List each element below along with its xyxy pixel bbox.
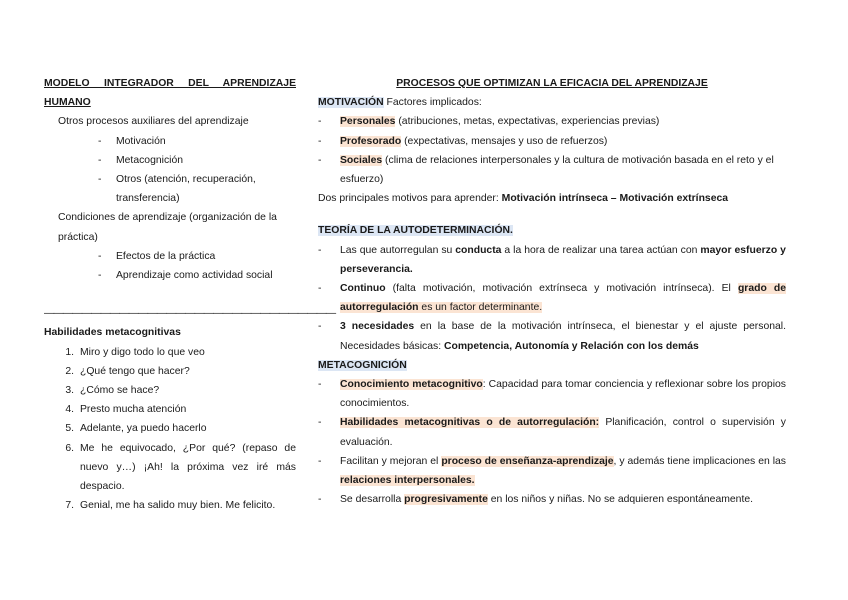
habilidad-item: 7. Genial, me ha salido muy bien. Me felicito. — [65, 500, 276, 512]
habilidad-item: 2. ¿Qué tengo que hacer? — [65, 365, 190, 377]
left-column — [44, 74, 336, 515]
autodeterminacion-heading: TEORÍA DE LA AUTODETERMINACIÓN. — [318, 225, 513, 237]
auxiliares-label: Otros procesos auxiliares del aprendizaje — [58, 116, 249, 128]
autodeterminacion-item: - 3 necesidades en la base de la motivación intrínseca, el bienestar y el ajuste personal. Necesidades básicas: Competencia, Autonomía y Relación con los demás — [318, 321, 786, 352]
right-title: PROCESOS QUE OPTIMIZAN LA EFICACIA DEL APRENDIZAJE — [396, 78, 708, 89]
separator-line: ——————————————————————————————— — [44, 308, 336, 320]
motivacion-item: - Personales (atribuciones, metas, expectativas, experiencias previas) — [318, 116, 660, 128]
metacognicion-item: - Habilidades metacognitivas o de autorregulación: Planificación, control o supervisión y evaluación. — [318, 417, 786, 448]
autodeterminacion-header — [318, 221, 786, 240]
habilidades-title: Habilidades metacognitivas — [44, 327, 181, 339]
right-column — [318, 74, 786, 509]
condiciones-item: - Efectos de la práctica — [98, 250, 216, 262]
metacognicion-heading: METACOGNICIÓN — [318, 359, 407, 371]
motivacion-item: - Sociales (clima de relaciones interpersonales y la cultura de motivación basada en el reto y el esfuerzo) — [318, 154, 774, 186]
metacognicion-header — [318, 356, 786, 375]
habilidad-item: 6. Me he equivocado, ¿Por qué? (repaso de nuevo y…) ¡Ah! la próxima vez iré más despacio. — [65, 442, 296, 493]
condiciones-label: Condiciones de aprendizaje (organización de la práctica) — [58, 212, 277, 243]
motivacion-item: - Profesorado (expectativas, mensajes y uso de refuerzos) — [318, 135, 608, 147]
auxiliares-item: - Motivación — [98, 135, 166, 147]
left-title: MODELO INTEGRADOR DEL APRENDIZAJE — [44, 78, 296, 89]
condiciones-item: - Aprendizaje como actividad social — [98, 270, 273, 282]
autodeterminacion-item: - Continuo (falta motivación, motivación extrínseca y motivación intrínseca). El grado de autorregulación es un factor determinante. — [318, 283, 786, 314]
motivos-line: Dos principales motivos para aprender: Motivación intrínseca – Motivación extrínseca — [318, 193, 729, 205]
metacognicion-item: - Facilitan y mejoran el proceso de enseñanza-aprendizaje, y además tiene implicaciones en las relaciones interpersonales. — [318, 455, 786, 487]
habilidad-item: 3. ¿Cómo se hace? — [65, 385, 160, 397]
habilidad-item: 1. Miro y digo todo lo que veo — [65, 346, 205, 358]
autodeterminacion-item: - Las que autorregulan su conducta a la hora de realizar una tarea actúan con mayor esfuerzo y perseverancia. — [318, 244, 786, 275]
motivacion-header: MOTIVACIÓN Factores implicados: — [318, 97, 482, 109]
metacognicion-item: - Conocimiento metacognitivo: Capacidad para tomar conciencia y reflexionar sobre los propios conocimientos. — [318, 379, 786, 410]
auxiliares-item: - Otros (atención, recuperación, transferencia) — [98, 174, 256, 205]
auxiliares-item: - Metacognición — [98, 154, 184, 166]
left-title-line2: HUMANO — [44, 97, 91, 109]
motivacion-heading: MOTIVACIÓN — [318, 97, 384, 109]
habilidad-item: 4. Presto mucha atención — [65, 404, 187, 416]
habilidad-item: 5. Adelante, ya puedo hacerlo — [65, 423, 207, 435]
metacognicion-item: - Se desarrolla progresivamente en los niños y niñas. No se adquieren espontáneamente. — [318, 494, 753, 506]
